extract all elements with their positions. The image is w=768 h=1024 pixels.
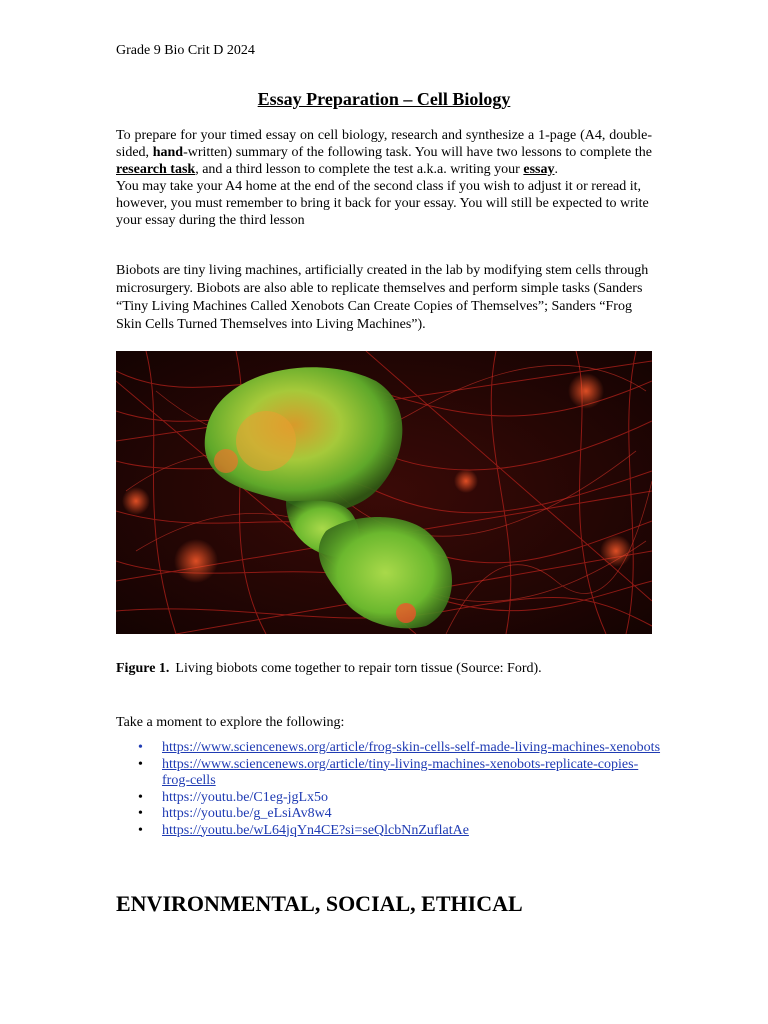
figure-caption bbox=[116, 661, 542, 677]
bullet-icon: • bbox=[138, 806, 143, 821]
biobots-paragraph: Biobots are tiny living machines, artificially created in the lab by modifying stem cells through microsurgery. Biobots are also able to replicate themselves and perform simple tasks (Sanders “Tiny Living Machines Called Xenobots Can Create Copies of Themselves”; Sanders “Frog Skin Cells Turned Themselves into Living Machines”). bbox=[116, 263, 649, 332]
course-header: Grade 9 Bio Crit D 2024 bbox=[116, 43, 255, 58]
link-youtube-3[interactable]: https://youtu.be/wL64jqYn4CE?si=seQlcbNnZuflatAe bbox=[162, 822, 469, 838]
research-task-emphasis: research task bbox=[116, 162, 196, 177]
biobots-micrograph-image bbox=[116, 351, 652, 634]
list-item bbox=[138, 789, 662, 807]
resource-links-list bbox=[138, 740, 662, 839]
essay-emphasis: essay bbox=[523, 162, 555, 177]
bullet-icon: • bbox=[138, 822, 143, 838]
page-title: Essay Preparation – Cell Biology bbox=[257, 89, 511, 109]
link-youtube-1[interactable]: https://youtu.be/C1eg-jgLx5o bbox=[162, 789, 329, 805]
intro-paragraph bbox=[116, 127, 652, 229]
figure-caption-text: Living biobots come together to repair torn tissue (Source: Ford). bbox=[175, 661, 542, 676]
list-item bbox=[138, 822, 662, 840]
section-heading: ENVIRONMENTAL, SOCIAL, ETHICAL bbox=[116, 891, 523, 916]
link-youtube-2[interactable]: https://youtu.be/g_eLsiAv8w4 bbox=[162, 806, 332, 821]
intro-text-b: -written) summary of the following task. You will have two lessons to complete the bbox=[183, 145, 652, 160]
intro-second-paragraph: You may take your A4 home at the end of the second class if you wish to adjust it or reread it, however, you must remember to bring it back for your essay. You will still be expected to write your essay during the third lesson bbox=[116, 179, 649, 228]
intro-text-a: To prepare for your timed essay on cell biology, research and synthesize a 1-page (A4, double-sided, bbox=[116, 128, 652, 160]
list-item bbox=[138, 740, 662, 757]
bullet-icon: • bbox=[138, 789, 143, 805]
intro-text-c: , and a third lesson to complete the test a.k.a. writing your bbox=[195, 162, 524, 177]
micrograph-illustration bbox=[116, 351, 652, 634]
bullet-icon: • bbox=[138, 740, 143, 755]
link-sciencenews-xenobots[interactable]: https://www.sciencenews.org/article/frog-skin-cells-self-made-living-machines-xenobots bbox=[162, 740, 661, 755]
intro-hand-bold: hand bbox=[152, 145, 184, 160]
list-item bbox=[138, 806, 662, 823]
figure-label: Figure 1. bbox=[116, 661, 170, 676]
bullet-icon: • bbox=[138, 756, 143, 772]
explore-intro: Take a moment to explore the following: bbox=[116, 715, 345, 730]
list-item bbox=[138, 756, 662, 790]
intro-text-d: . bbox=[554, 162, 558, 177]
link-sciencenews-replicate[interactable]: https://www.sciencenews.org/article/tiny-living-machines-xenobots-replicate-copies-frog-cells bbox=[162, 756, 639, 788]
